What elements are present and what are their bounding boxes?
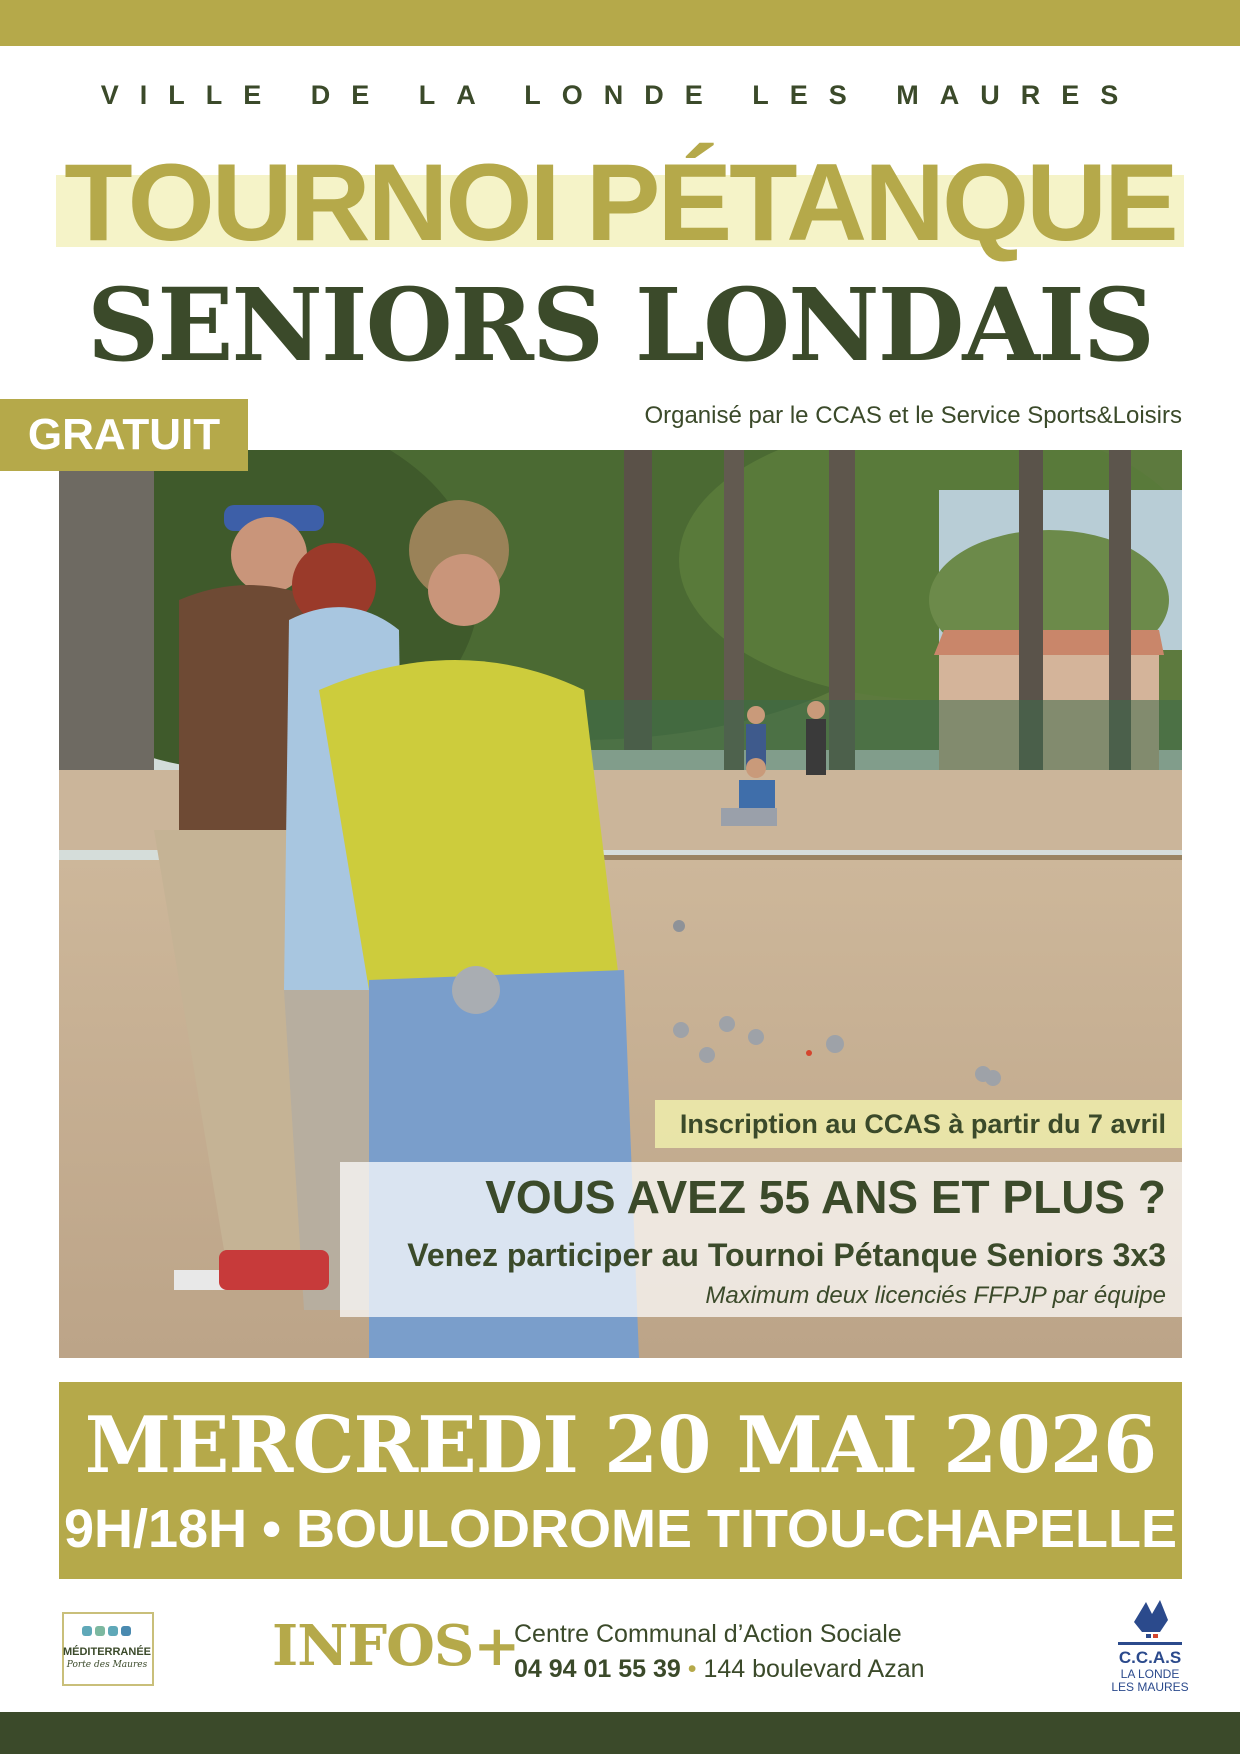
ccas-logo-sub-2: LES MAURES bbox=[1111, 1680, 1189, 1694]
top-band bbox=[0, 0, 1240, 46]
ccas-logo-name: C.C.A.S bbox=[1118, 1648, 1182, 1667]
ccas-logo-sub bbox=[1102, 1668, 1198, 1694]
event-time-place bbox=[59, 1498, 1182, 1560]
age-question: VOUS AVEZ 55 ANS ET PLUS ? bbox=[485, 1171, 1166, 1223]
infos-label: INFOS+ bbox=[272, 1613, 520, 1679]
mediterranee-sub: Porte des Maures bbox=[66, 1660, 148, 1670]
contact-line bbox=[514, 1655, 925, 1684]
event-date: MERCREDI 20 MAI 2026 bbox=[84, 1400, 1157, 1491]
event-hours: 9H/18H bbox=[63, 1499, 248, 1559]
ccas-logo-icon bbox=[1112, 1592, 1188, 1648]
event-venue: BOULODROME TITOU-CHAPELLE bbox=[296, 1499, 1177, 1559]
invitation-text: Venez participer au Tournoi Pétanque Seniors 3x3 bbox=[407, 1237, 1166, 1273]
mediterranee-name: MÉDITERRANÉE bbox=[62, 1646, 151, 1658]
title-line-1: TOURNOI PÉTANQUE bbox=[64, 141, 1176, 264]
team-rule: Maximum deux licenciés FFPJP par équipe bbox=[705, 1282, 1166, 1309]
free-badge: GRATUIT bbox=[0, 399, 248, 471]
ccas-full-name: Centre Communal d’Action Sociale bbox=[514, 1620, 902, 1648]
organizer-text: Organisé par le CCAS et le Service Sports&Loisirs bbox=[644, 402, 1182, 429]
city-heading: VILLE DE LA LONDE LES MAURES bbox=[100, 80, 1140, 110]
event-separator: • bbox=[262, 1499, 281, 1559]
bottom-band bbox=[0, 1712, 1240, 1754]
inscription-text: Inscription au CCAS à partir du 7 avril bbox=[679, 1109, 1166, 1139]
title-line-2: SENIORS LONDAIS bbox=[87, 266, 1153, 384]
phone-number: 04 94 01 55 39 bbox=[514, 1655, 681, 1683]
ccas-logo-sub-1: LA LONDE bbox=[1120, 1667, 1180, 1681]
address: 144 boulevard Azan bbox=[703, 1655, 925, 1683]
contact-separator: • bbox=[687, 1655, 697, 1683]
